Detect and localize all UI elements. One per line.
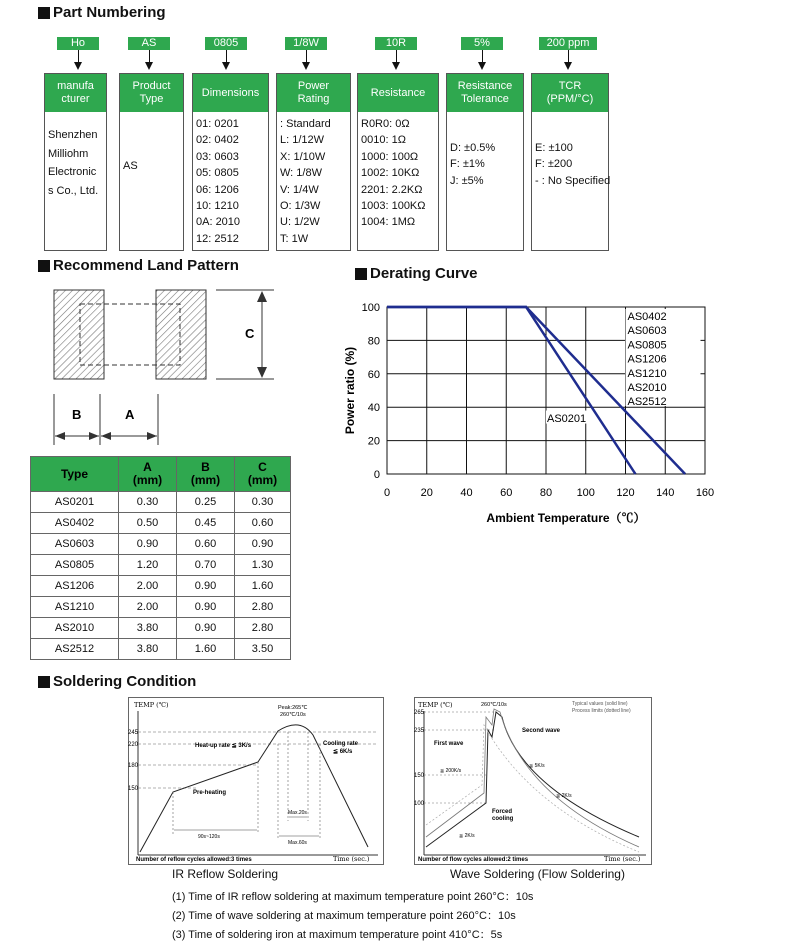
part-column-body — [45, 112, 106, 204]
wave-legend-dotted: Process limits (dotted line) — [572, 708, 631, 714]
x-axis-label: Ambient Temperature（℃） — [486, 511, 646, 525]
down-arrow-icon — [564, 62, 572, 70]
wave-tick-100: 100 — [414, 801, 425, 807]
wave-rate-2a-label: ≦ 2K/s — [556, 793, 572, 799]
legend-entry: AS0603 — [627, 325, 667, 338]
table-cell: 1.20 — [119, 555, 177, 576]
part-column-4 — [357, 73, 439, 251]
note-3: (3) Time of soldering iron at maximum temperature point 410°C：5s — [172, 929, 503, 941]
column-entry: Electronic — [48, 166, 97, 178]
legend-entry: AS2010 — [627, 382, 667, 394]
column-entry: 1000: 100Ω — [361, 150, 419, 163]
left-pad — [54, 290, 104, 379]
table-cell: 3.80 — [119, 639, 177, 660]
table-cell: 2.00 — [119, 597, 177, 618]
table-cell: 2.80 — [235, 618, 291, 639]
part-column-header — [358, 74, 438, 112]
table-row — [31, 534, 291, 555]
column-entry: O: 1/3W — [280, 200, 321, 213]
ir-tick-220: 220 — [128, 742, 139, 748]
part-column-2 — [192, 73, 269, 251]
part-code-0: Ho — [57, 37, 99, 50]
land-table-header-cell — [31, 457, 119, 492]
ir-span-label: 90s~120s — [198, 834, 220, 840]
column-entry: F: ±1% — [450, 158, 485, 171]
wave-forced-label: Forced — [492, 809, 513, 815]
table-cell: 0.50 — [119, 513, 177, 534]
x-tick-label: 60 — [500, 487, 513, 499]
wave-soldering-graph — [414, 697, 652, 865]
column-entry: X: 1/10W — [280, 150, 326, 163]
column-entry: E: ±100 — [535, 142, 573, 154]
ir-cooling-rate-label: ≦ 6K/s — [333, 749, 353, 755]
table-cell: 0.30 — [235, 492, 291, 513]
part-column-header — [447, 74, 523, 112]
column-entry: D: ±0.5% — [450, 142, 496, 154]
header-line: (mm) — [247, 473, 278, 487]
y-tick-label: 60 — [367, 368, 380, 381]
wave-rate-5-label: ≦ 5K/s — [529, 763, 545, 769]
column-entry: 06: 1206 — [196, 183, 239, 196]
land-table-header-cell — [235, 457, 291, 492]
wave-tick-265: 265 — [414, 710, 425, 716]
table-cell: AS1206 — [31, 576, 119, 597]
ir-tick-180: 180 — [128, 763, 139, 769]
x-tick-label: 100 — [576, 487, 595, 499]
x-tick-label: 20 — [420, 487, 433, 499]
column-header-line: TCR — [558, 80, 582, 92]
down-arrow-icon — [74, 62, 82, 70]
header-line: C — [258, 460, 267, 474]
land-pattern-diagram — [40, 280, 290, 450]
part-column-header — [277, 74, 350, 112]
column-header-line: manufa — [57, 80, 94, 92]
ir-max20-label: Max.20s — [288, 810, 307, 816]
table-cell: 1.60 — [235, 576, 291, 597]
table-row — [31, 639, 291, 660]
header-line: B — [201, 460, 210, 474]
legend-entry: AS1206 — [627, 353, 667, 366]
table-row — [31, 492, 291, 513]
x-tick-label: 80 — [539, 487, 553, 499]
x-tick-label: 140 — [656, 487, 675, 499]
column-entry: U: 1/2W — [280, 216, 320, 229]
table-cell: 3.50 — [235, 639, 291, 660]
part-column-header — [45, 74, 106, 112]
note-1: (1) Time of IR reflow soldering at maximum temperature point 260°C：10s — [172, 891, 534, 903]
column-header-line: Resistance — [370, 86, 426, 99]
table-cell: 3.80 — [119, 618, 177, 639]
wave-cooling-label: cooling — [492, 816, 514, 822]
column-header-line: Rating — [297, 93, 330, 105]
column-entry: F: ±200 — [535, 158, 573, 171]
column-entry: 01: 0201 — [196, 118, 239, 130]
ir-tick-245: 245 — [128, 730, 139, 736]
table-cell: 0.25 — [177, 492, 235, 513]
table-cell: 1.60 — [177, 639, 235, 660]
table-cell: 1.30 — [235, 555, 291, 576]
part-column-body — [277, 112, 350, 251]
part-column-header — [532, 74, 608, 112]
part-code-5: 5% — [461, 37, 503, 50]
part-column-6 — [531, 73, 609, 251]
column-entry: 0010: 1Ω — [361, 134, 406, 147]
part-column-body — [120, 112, 183, 178]
table-row — [31, 597, 291, 618]
part-code-4: 10R — [375, 37, 417, 50]
x-tick-label: 120 — [616, 487, 635, 499]
column-entry: V: 1/4W — [280, 183, 319, 196]
column-entry: 2201: 2.2KΩ — [361, 183, 423, 196]
column-entry: R0R0: 0Ω — [361, 118, 410, 130]
table-cell: AS1210 — [31, 597, 119, 618]
soldering-title: Soldering Condition — [53, 673, 197, 690]
part-column-body — [447, 112, 523, 193]
table-row — [31, 618, 291, 639]
column-entry: : Standard — [280, 118, 331, 130]
ir-heatup-label: Heat-up rate ≦ 3K/s — [195, 743, 252, 749]
table-cell: AS0805 — [31, 555, 119, 576]
down-arrow-icon — [478, 62, 486, 70]
wave-rate-2b-label: ≦ 2K/s — [459, 833, 475, 839]
down-arrow-icon — [145, 62, 153, 70]
column-entry: Milliohm — [48, 147, 89, 160]
ir-reflow-graph — [128, 697, 384, 865]
part-code-1: AS — [128, 37, 170, 50]
dim-b-label: B — [72, 407, 82, 422]
table-cell: 0.90 — [177, 597, 235, 618]
table-cell: 0.70 — [177, 555, 235, 576]
column-entry: T: 1W — [280, 232, 309, 245]
part-column-body — [193, 112, 268, 251]
wave-time-label: Time (sec.) — [604, 855, 641, 863]
y-tick-label: 0 — [373, 469, 380, 481]
part-column-5 — [446, 73, 524, 251]
column-entry: 03: 0603 — [196, 150, 239, 163]
derating-heading — [355, 265, 478, 282]
table-cell: AS0402 — [31, 513, 119, 534]
table-cell: 0.45 — [177, 513, 235, 534]
column-entry: 0A: 2010 — [196, 216, 241, 229]
ir-cycles-label: Number of reflow cycles allowed:3 times — [136, 857, 252, 863]
part-code-2: 0805 — [205, 37, 247, 50]
wave-tick-150: 150 — [414, 773, 425, 779]
legend-entry: AS1210 — [627, 367, 667, 380]
land-table-header-cell — [119, 457, 177, 492]
part-column-3 — [276, 73, 351, 251]
y-tick-label: 80 — [367, 335, 380, 348]
header-line: (mm) — [190, 473, 221, 487]
x-tick-label: 40 — [460, 487, 473, 499]
table-cell: 0.60 — [177, 534, 235, 555]
ir-temp-label: TEMP (℃) — [134, 701, 169, 709]
column-entry: 05: 0805 — [196, 167, 239, 180]
part-code-3: 1/8W — [285, 37, 327, 50]
column-entry: - : No Specified — [535, 174, 611, 187]
land-pattern-title: Recommend Land Pattern — [53, 257, 239, 274]
column-entry: 1004: 1MΩ — [361, 216, 416, 229]
legend-entry: AS0402 — [627, 311, 667, 323]
column-entry: W: 1/8W — [280, 167, 322, 180]
table-row — [31, 576, 291, 597]
table-cell: 2.00 — [119, 576, 177, 597]
table-row — [31, 513, 291, 534]
down-arrow-icon — [392, 62, 400, 70]
table-cell: 0.90 — [177, 576, 235, 597]
header-line: A — [143, 460, 152, 474]
wave-second-wave-label: Second wave — [522, 728, 561, 734]
table-cell: AS0603 — [31, 534, 119, 555]
ir-tick-150: 150 — [128, 786, 139, 792]
part-column-header — [193, 74, 268, 112]
ir-peak-time-label: 260℃/10s — [280, 712, 306, 718]
column-header-line: Resistance — [457, 80, 513, 92]
column-entry: J: ±5% — [450, 174, 484, 187]
legend-entry: AS0805 — [627, 339, 667, 352]
legend-entry: AS2512 — [627, 396, 667, 409]
land-pattern-heading — [38, 257, 239, 274]
table-row — [31, 555, 291, 576]
part-column-body — [358, 112, 438, 235]
wave-first-wave-label: First wave — [434, 741, 464, 747]
wave-legend-solid: Typical values (solid line) — [572, 701, 628, 707]
column-entry: Shenzhen — [48, 129, 98, 141]
wave-tick-235: 235 — [414, 728, 425, 734]
column-header-line: Tolerance — [461, 93, 509, 105]
y-tick-label: 20 — [367, 435, 380, 448]
table-cell: AS0201 — [31, 492, 119, 513]
ir-time-label: Time (sec.) — [333, 855, 370, 863]
wave-peak-label: 260℃/10s — [481, 702, 507, 708]
part-column-header — [120, 74, 183, 112]
part-column-1 — [119, 73, 184, 251]
ir-caption: IR Reflow Soldering — [172, 867, 279, 881]
dim-a-label: A — [125, 407, 135, 422]
wave-temp-label: TEMP (℃) — [418, 701, 453, 709]
column-entry: 1002: 10KΩ — [361, 167, 420, 180]
part-numbering-title: Part Numbering — [53, 4, 166, 21]
column-entry: AS — [123, 160, 138, 172]
series-label-as0201: AS0201 — [546, 413, 587, 426]
header-line: (mm) — [132, 473, 163, 487]
down-arrow-icon — [222, 62, 230, 70]
ir-preheat-label: Pre-heating — [193, 790, 227, 796]
wave-cycles-label: Number of flow cycles allowed:2 times — [418, 857, 529, 863]
table-cell: 0.60 — [235, 513, 291, 534]
column-header-line: cturer — [61, 93, 90, 105]
header-line: Type — [60, 466, 89, 481]
column-entry: 1003: 100KΩ — [361, 200, 426, 213]
part-column-body — [532, 112, 611, 193]
ir-max60-label: Max.60s — [288, 840, 307, 846]
land-table-header-cell — [177, 457, 235, 492]
column-header-line: Power — [297, 80, 330, 92]
column-entry: 10: 1210 — [196, 200, 239, 213]
land-pattern-table — [30, 456, 291, 660]
x-tick-label: 0 — [383, 487, 391, 499]
note-2: (2) Time of wave soldering at maximum temperature point 260°C：10s — [172, 910, 516, 922]
y-tick-label: 100 — [361, 302, 380, 314]
table-cell: 0.30 — [119, 492, 177, 513]
table-cell: 0.90 — [177, 618, 235, 639]
wave-rate-200-label: ≦ 200K/s — [440, 768, 462, 774]
part-code-6: 200 ppm — [539, 37, 597, 50]
ir-cooling-label: Cooling rate — [323, 741, 359, 747]
table-cell: 2.80 — [235, 597, 291, 618]
wave-caption: Wave Soldering (Flow Soldering) — [450, 867, 625, 881]
table-cell: AS2512 — [31, 639, 119, 660]
column-entry: L: 1/12W — [280, 134, 325, 147]
table-cell: 0.90 — [235, 534, 291, 555]
column-entry: 12: 2512 — [196, 232, 239, 245]
land-table-header-row — [31, 457, 291, 492]
column-header-line: Dimensions — [201, 86, 260, 99]
part-numbering-heading — [38, 4, 166, 21]
section-bullet-icon — [38, 676, 50, 688]
y-tick-label: 40 — [367, 402, 380, 415]
column-header-line: (PPM/°C) — [546, 93, 594, 105]
column-header-line: Product — [132, 80, 171, 92]
column-header-line: Type — [139, 93, 164, 105]
section-bullet-icon — [38, 7, 50, 19]
derating-title: Derating Curve — [370, 265, 478, 282]
part-column-0 — [44, 73, 107, 251]
section-bullet-icon — [355, 268, 367, 280]
down-arrow-icon — [302, 62, 310, 70]
column-entry: 02: 0402 — [196, 134, 239, 147]
ir-peak-label: Peak:265℃ — [278, 705, 308, 711]
dim-c-label: C — [245, 326, 255, 341]
y-axis-label: Power ratio (%) — [343, 346, 357, 435]
table-cell: 0.90 — [119, 534, 177, 555]
section-bullet-icon — [38, 260, 50, 272]
x-tick-label: 160 — [695, 487, 715, 499]
column-entry: s Co., Ltd. — [48, 184, 99, 197]
table-cell: AS2010 — [31, 618, 119, 639]
right-pad — [156, 290, 206, 379]
derating-chart — [335, 290, 735, 535]
soldering-heading — [38, 673, 196, 690]
